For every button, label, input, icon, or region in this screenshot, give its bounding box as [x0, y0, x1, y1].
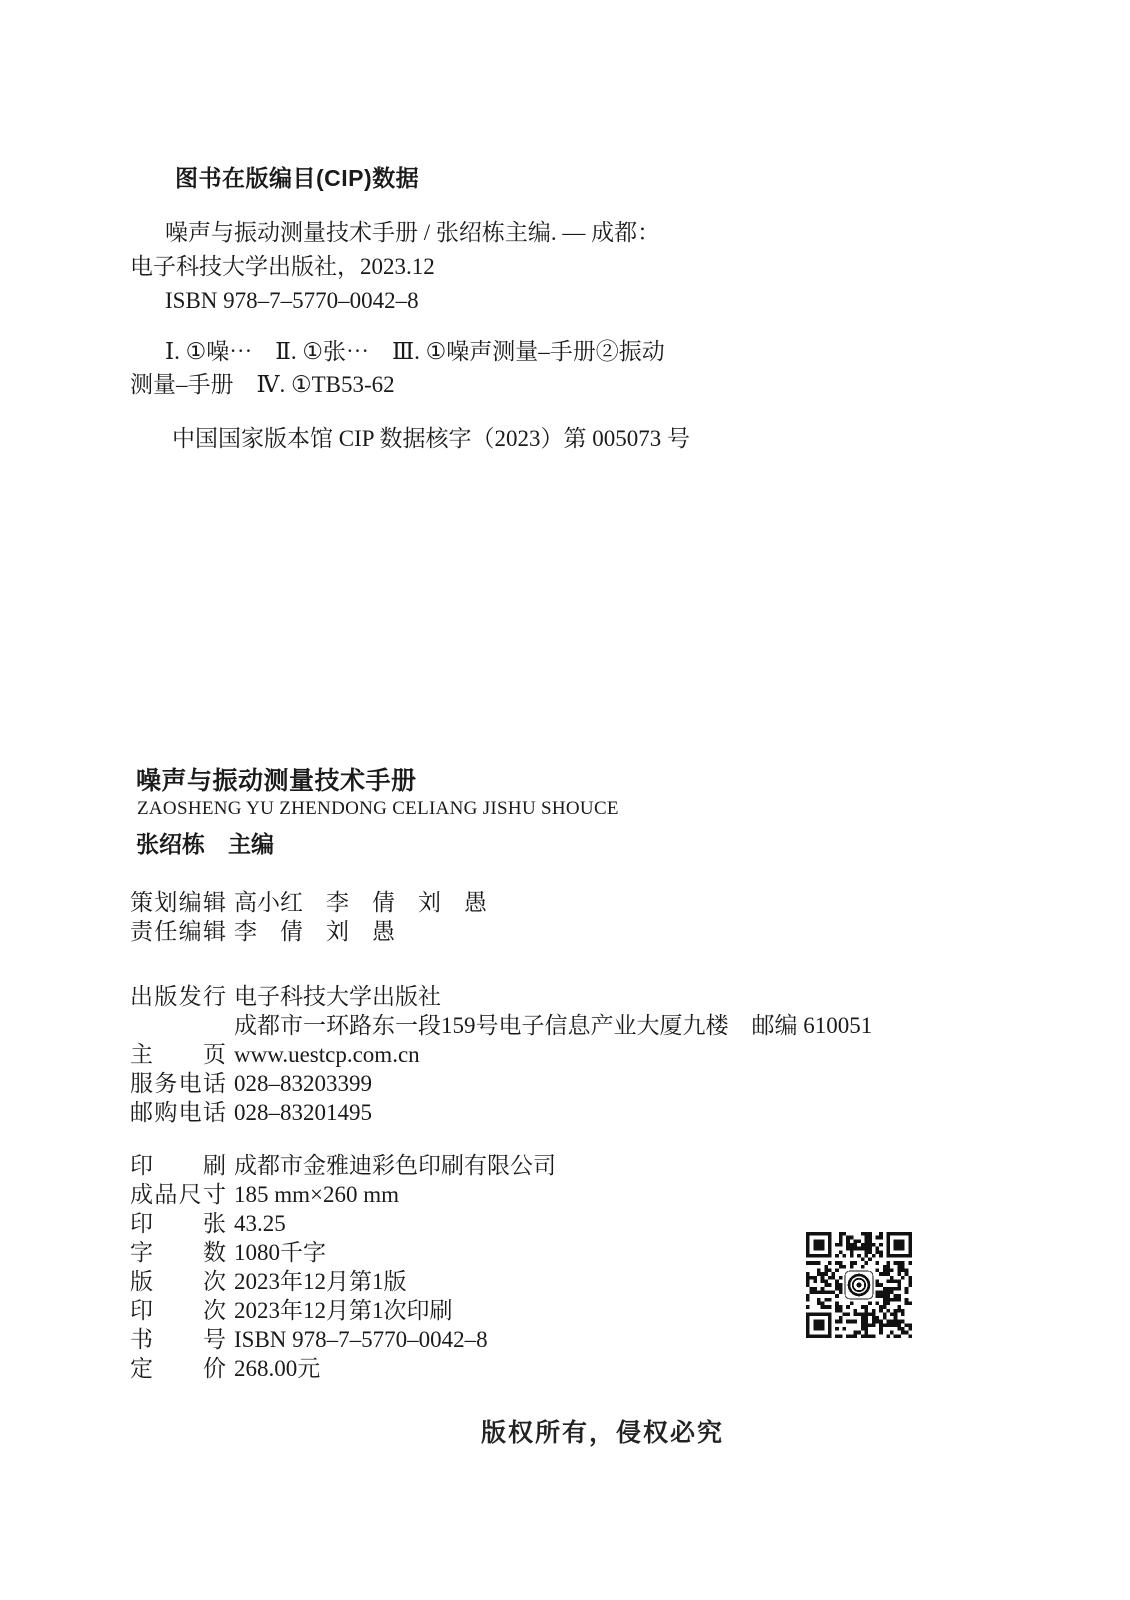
editor-row	[130, 917, 487, 946]
book-title: 噪声与振动测量技术手册	[136, 767, 417, 795]
print-detail-label: 印刷	[130, 1153, 226, 1178]
print-detail-row	[130, 1180, 556, 1209]
service-phone: 028–83203399	[234, 1071, 372, 1096]
publishing-row	[130, 1011, 872, 1040]
printer-name: 成都市金雅迪彩色印刷有限公司	[234, 1153, 556, 1178]
publishing-block	[130, 982, 872, 1127]
cip-classification-line: 测量–手册 Ⅳ. ①TB53-62	[130, 372, 395, 397]
publishing-label: 邮购电话	[130, 1100, 226, 1125]
qr-code	[806, 1232, 912, 1338]
trim-size: 185 mm×260 mm	[234, 1182, 400, 1207]
print-detail-row	[130, 1354, 556, 1383]
print-detail-label: 印次	[130, 1298, 226, 1323]
print-detail-row	[130, 1151, 556, 1180]
print-detail-label: 成品尺寸	[130, 1182, 226, 1207]
print-detail-label: 定价	[130, 1356, 226, 1381]
editor-names: 高小红 李 倩 刘 愚	[234, 890, 487, 915]
cip-description	[130, 216, 770, 318]
print-detail-row	[130, 1267, 556, 1296]
print-detail-label: 书号	[130, 1327, 226, 1352]
editors-block	[130, 888, 487, 946]
editor-row	[130, 888, 487, 917]
sheet-count: 43.25	[234, 1211, 286, 1236]
edition-info: 2023年12月第1版	[234, 1269, 407, 1294]
cip-heading: 图书在版编目(CIP)数据	[175, 165, 420, 191]
print-detail-label: 印张	[130, 1211, 226, 1236]
cip-record-number: 中国国家版本馆 CIP 数据核字（2023）第 005073 号	[172, 426, 690, 451]
publisher-homepage: www.uestcp.com.cn	[234, 1042, 420, 1067]
print-detail-row	[130, 1296, 556, 1325]
cip-description-line: 噪声与振动测量技术手册 / 张绍栋主编. — 成都：	[165, 220, 661, 245]
mail-order-phone: 028–83201495	[234, 1100, 372, 1125]
cip-classification	[130, 335, 770, 401]
publisher-name: 电子科技大学出版社	[234, 984, 441, 1009]
copyright-notice: 版权所有，侵权必究	[481, 1419, 725, 1447]
printing-info: 2023年12月第1次印刷	[234, 1298, 453, 1323]
editor-role-label: 策划编辑	[130, 890, 226, 915]
word-count: 1080千字	[234, 1240, 326, 1265]
editor-role-label: 责任编辑	[130, 919, 226, 944]
cip-isbn-line: ISBN 978–7–5770–0042–8	[165, 288, 419, 313]
price: 268.00元	[234, 1356, 321, 1381]
publishing-label: 出版发行	[130, 984, 226, 1009]
publishing-row	[130, 1040, 872, 1069]
cip-description-line: 电子科技大学出版社，2023.12	[130, 254, 435, 279]
publishing-label: 服务电话	[130, 1071, 226, 1096]
print-details-block	[130, 1151, 556, 1383]
print-detail-row	[130, 1209, 556, 1238]
book-author: 张绍栋 主编	[136, 831, 274, 857]
editor-names: 李 倩 刘 愚	[234, 919, 395, 944]
publishing-label	[130, 1011, 226, 1040]
print-detail-label: 字数	[130, 1240, 226, 1265]
print-detail-label: 版次	[130, 1269, 226, 1294]
publishing-row	[130, 982, 872, 1011]
print-detail-row	[130, 1238, 556, 1267]
publishing-row	[130, 1098, 872, 1127]
publisher-address: 成都市一环路东一段159号电子信息产业大厦九楼 邮编 610051	[234, 1013, 873, 1038]
isbn-number: ISBN 978–7–5770–0042–8	[234, 1327, 488, 1352]
print-detail-row	[130, 1325, 556, 1354]
publishing-row	[130, 1069, 872, 1098]
publishing-label: 主页	[130, 1042, 226, 1067]
cip-classification-line: Ⅰ. ①噪⋯ Ⅱ. ①张⋯ Ⅲ. ①噪声测量–手册②振动	[165, 339, 665, 364]
book-title-pinyin: ZAOSHENG YU ZHENDONG CELIANG JISHU SHOUCE	[137, 798, 619, 819]
